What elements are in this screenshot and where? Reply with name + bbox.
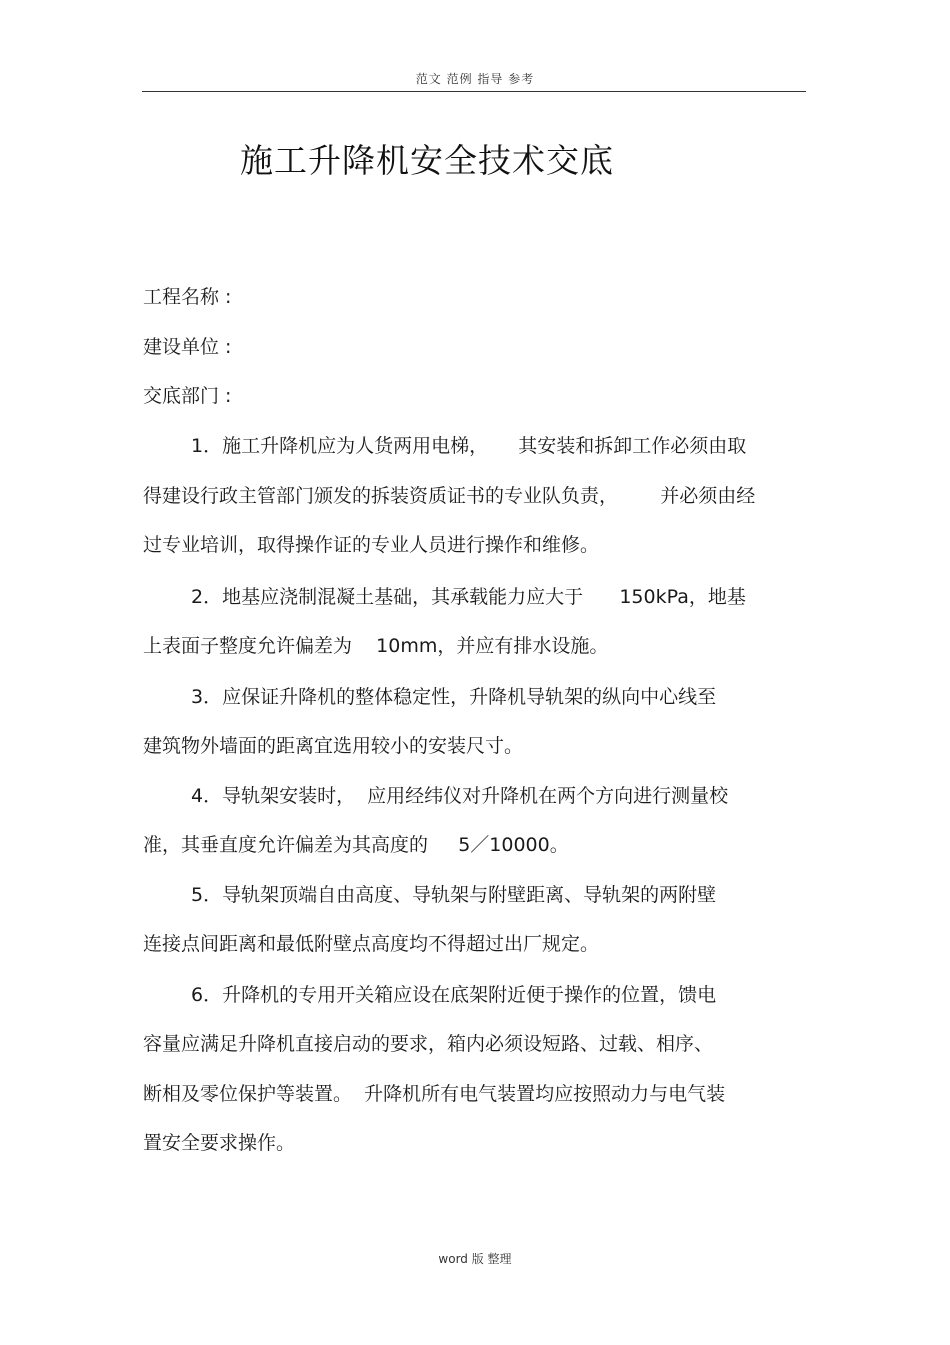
paragraph-1-line-3: 过专业培训，取得操作证的专业人员进行操作和维修。 bbox=[143, 534, 600, 556]
paragraph-6-line-1: 6．升降机的专用开关箱应设在底架附近便于操作的位置，馈电 bbox=[191, 984, 717, 1006]
paragraph-6-line-2: 容量应满足升降机直接启动的要求，箱内必须设短路、过载、相序、 bbox=[143, 1033, 714, 1055]
header-divider bbox=[142, 91, 806, 92]
paragraph-1-line-2: 得建设行政主管部门颁发的拆装资质证书的专业队负责， 并必须由经 bbox=[143, 485, 756, 507]
paragraph-4-line-2: 准，其垂直度允许偏差为其高度的 5／10000。 bbox=[143, 834, 569, 856]
paragraph-6-line-4: 置安全要求操作。 bbox=[143, 1132, 296, 1154]
field-briefing-department: 交底部门 : bbox=[143, 385, 232, 407]
page-header: 范文 范例 指导 参考 bbox=[415, 72, 535, 86]
paragraph-4-line-1: 4．导轨架安装时， 应用经纬仪对升降机在两个方向进行测量校 bbox=[191, 785, 729, 807]
page-footer: word 版 整理 bbox=[438, 1252, 512, 1266]
paragraph-5-line-1: 5．导轨架顶端自由高度、导轨架与附壁距离、导轨架的两附壁 bbox=[191, 884, 717, 906]
paragraph-2-line-1: 2．地基应浇制混凝土基础，其承载能力应大于 150kPa，地基 bbox=[191, 586, 746, 608]
paragraph-2-line-2: 上表面子整度允许偏差为 10mm，并应有排水设施。 bbox=[143, 635, 609, 657]
field-project-name: 工程名称 : bbox=[143, 286, 232, 308]
document-title: 施工升降机安全技术交底 bbox=[240, 141, 614, 180]
paragraph-1-line-1: 1．施工升降机应为人货两用电梯， 其安装和拆卸工作必须由取 bbox=[191, 435, 747, 457]
paragraph-5-line-2: 连接点间距离和最低附壁点高度均不得超过出厂规定。 bbox=[143, 933, 600, 955]
field-construction-unit: 建设单位 : bbox=[143, 336, 232, 358]
paragraph-3-line-2: 建筑物外墙面的距离宜选用较小的安装尺寸。 bbox=[143, 735, 524, 757]
paragraph-3-line-1: 3．应保证升降机的整体稳定性，升降机导轨架的纵向中心线至 bbox=[191, 686, 717, 708]
paragraph-6-line-3: 断相及零位保护等装置。 升降机所有电气装置均应按照动力与电气装 bbox=[143, 1083, 726, 1105]
